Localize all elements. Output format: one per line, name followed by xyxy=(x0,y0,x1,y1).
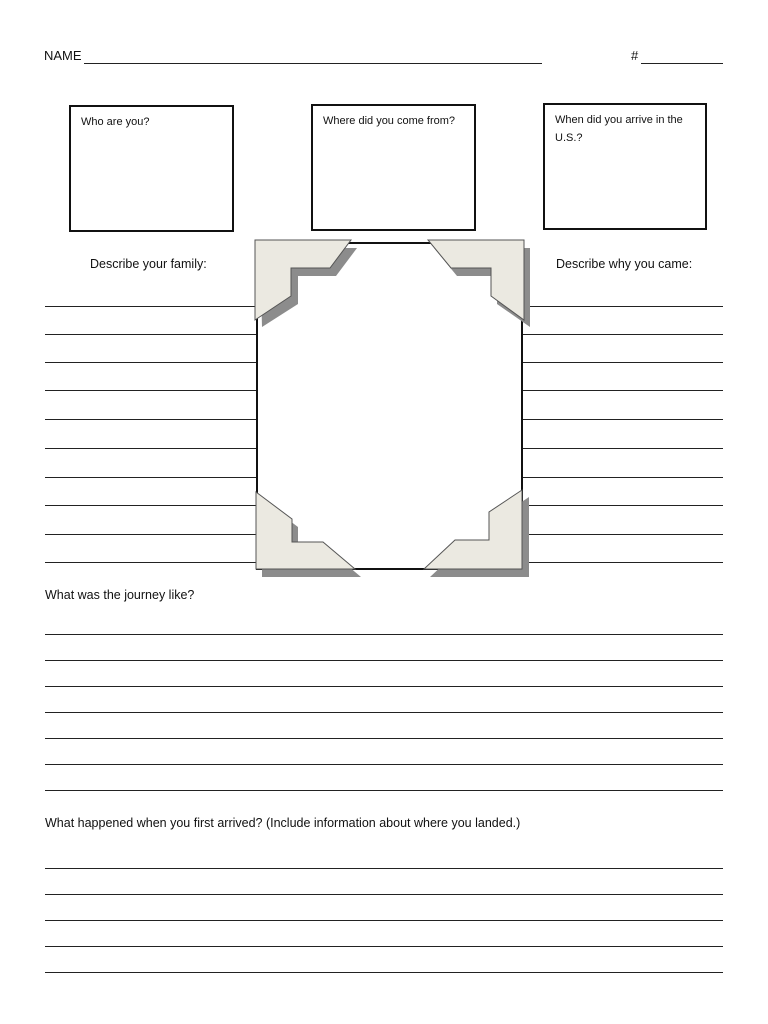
writing-line[interactable] xyxy=(45,534,257,535)
writing-line[interactable] xyxy=(45,306,257,307)
writing-line[interactable] xyxy=(45,660,723,661)
number-field[interactable] xyxy=(641,63,723,64)
writing-line[interactable] xyxy=(45,477,257,478)
who-are-you-box[interactable] xyxy=(69,105,234,232)
describe-why-label: Describe why you came: xyxy=(556,257,693,271)
where-from-label: Where did you come from? xyxy=(323,115,456,127)
writing-line[interactable] xyxy=(523,390,723,391)
writing-line[interactable] xyxy=(45,946,723,947)
writing-line[interactable] xyxy=(523,306,723,307)
writing-line[interactable] xyxy=(523,562,723,563)
writing-line[interactable] xyxy=(45,448,257,449)
writing-line[interactable] xyxy=(45,712,723,713)
writing-line[interactable] xyxy=(45,362,257,363)
writing-line[interactable] xyxy=(45,505,257,506)
writing-line[interactable] xyxy=(523,534,723,535)
arrival-label: What happened when you first arrived? (Include information about where you landed.) xyxy=(45,816,521,830)
writing-line[interactable] xyxy=(45,868,723,869)
writing-line[interactable] xyxy=(45,738,723,739)
writing-line[interactable] xyxy=(45,894,723,895)
writing-line[interactable] xyxy=(523,477,723,478)
journey-label: What was the journey like? xyxy=(45,588,195,602)
writing-line[interactable] xyxy=(45,562,257,563)
who-are-you-label: Who are you? xyxy=(81,116,150,128)
photo-frame[interactable] xyxy=(256,242,523,570)
name-label: NAME xyxy=(44,48,82,63)
writing-line[interactable] xyxy=(45,764,723,765)
describe-family-label: Describe your family: xyxy=(90,257,207,271)
writing-line[interactable] xyxy=(45,419,257,420)
number-label: # xyxy=(631,48,639,63)
writing-line[interactable] xyxy=(45,334,257,335)
writing-line[interactable] xyxy=(45,790,723,791)
when-arrive-box[interactable] xyxy=(543,103,707,230)
writing-line[interactable] xyxy=(523,505,723,506)
writing-line[interactable] xyxy=(523,448,723,449)
writing-line[interactable] xyxy=(45,920,723,921)
writing-line[interactable] xyxy=(45,686,723,687)
where-from-box[interactable] xyxy=(311,104,476,231)
writing-line[interactable] xyxy=(523,362,723,363)
writing-line[interactable] xyxy=(45,390,257,391)
writing-line[interactable] xyxy=(523,419,723,420)
writing-line[interactable] xyxy=(45,972,723,973)
when-arrive-label: When did you arrive in the U.S.? xyxy=(555,114,683,144)
writing-line[interactable] xyxy=(523,334,723,335)
writing-line[interactable] xyxy=(45,634,723,635)
name-field[interactable] xyxy=(84,63,542,64)
